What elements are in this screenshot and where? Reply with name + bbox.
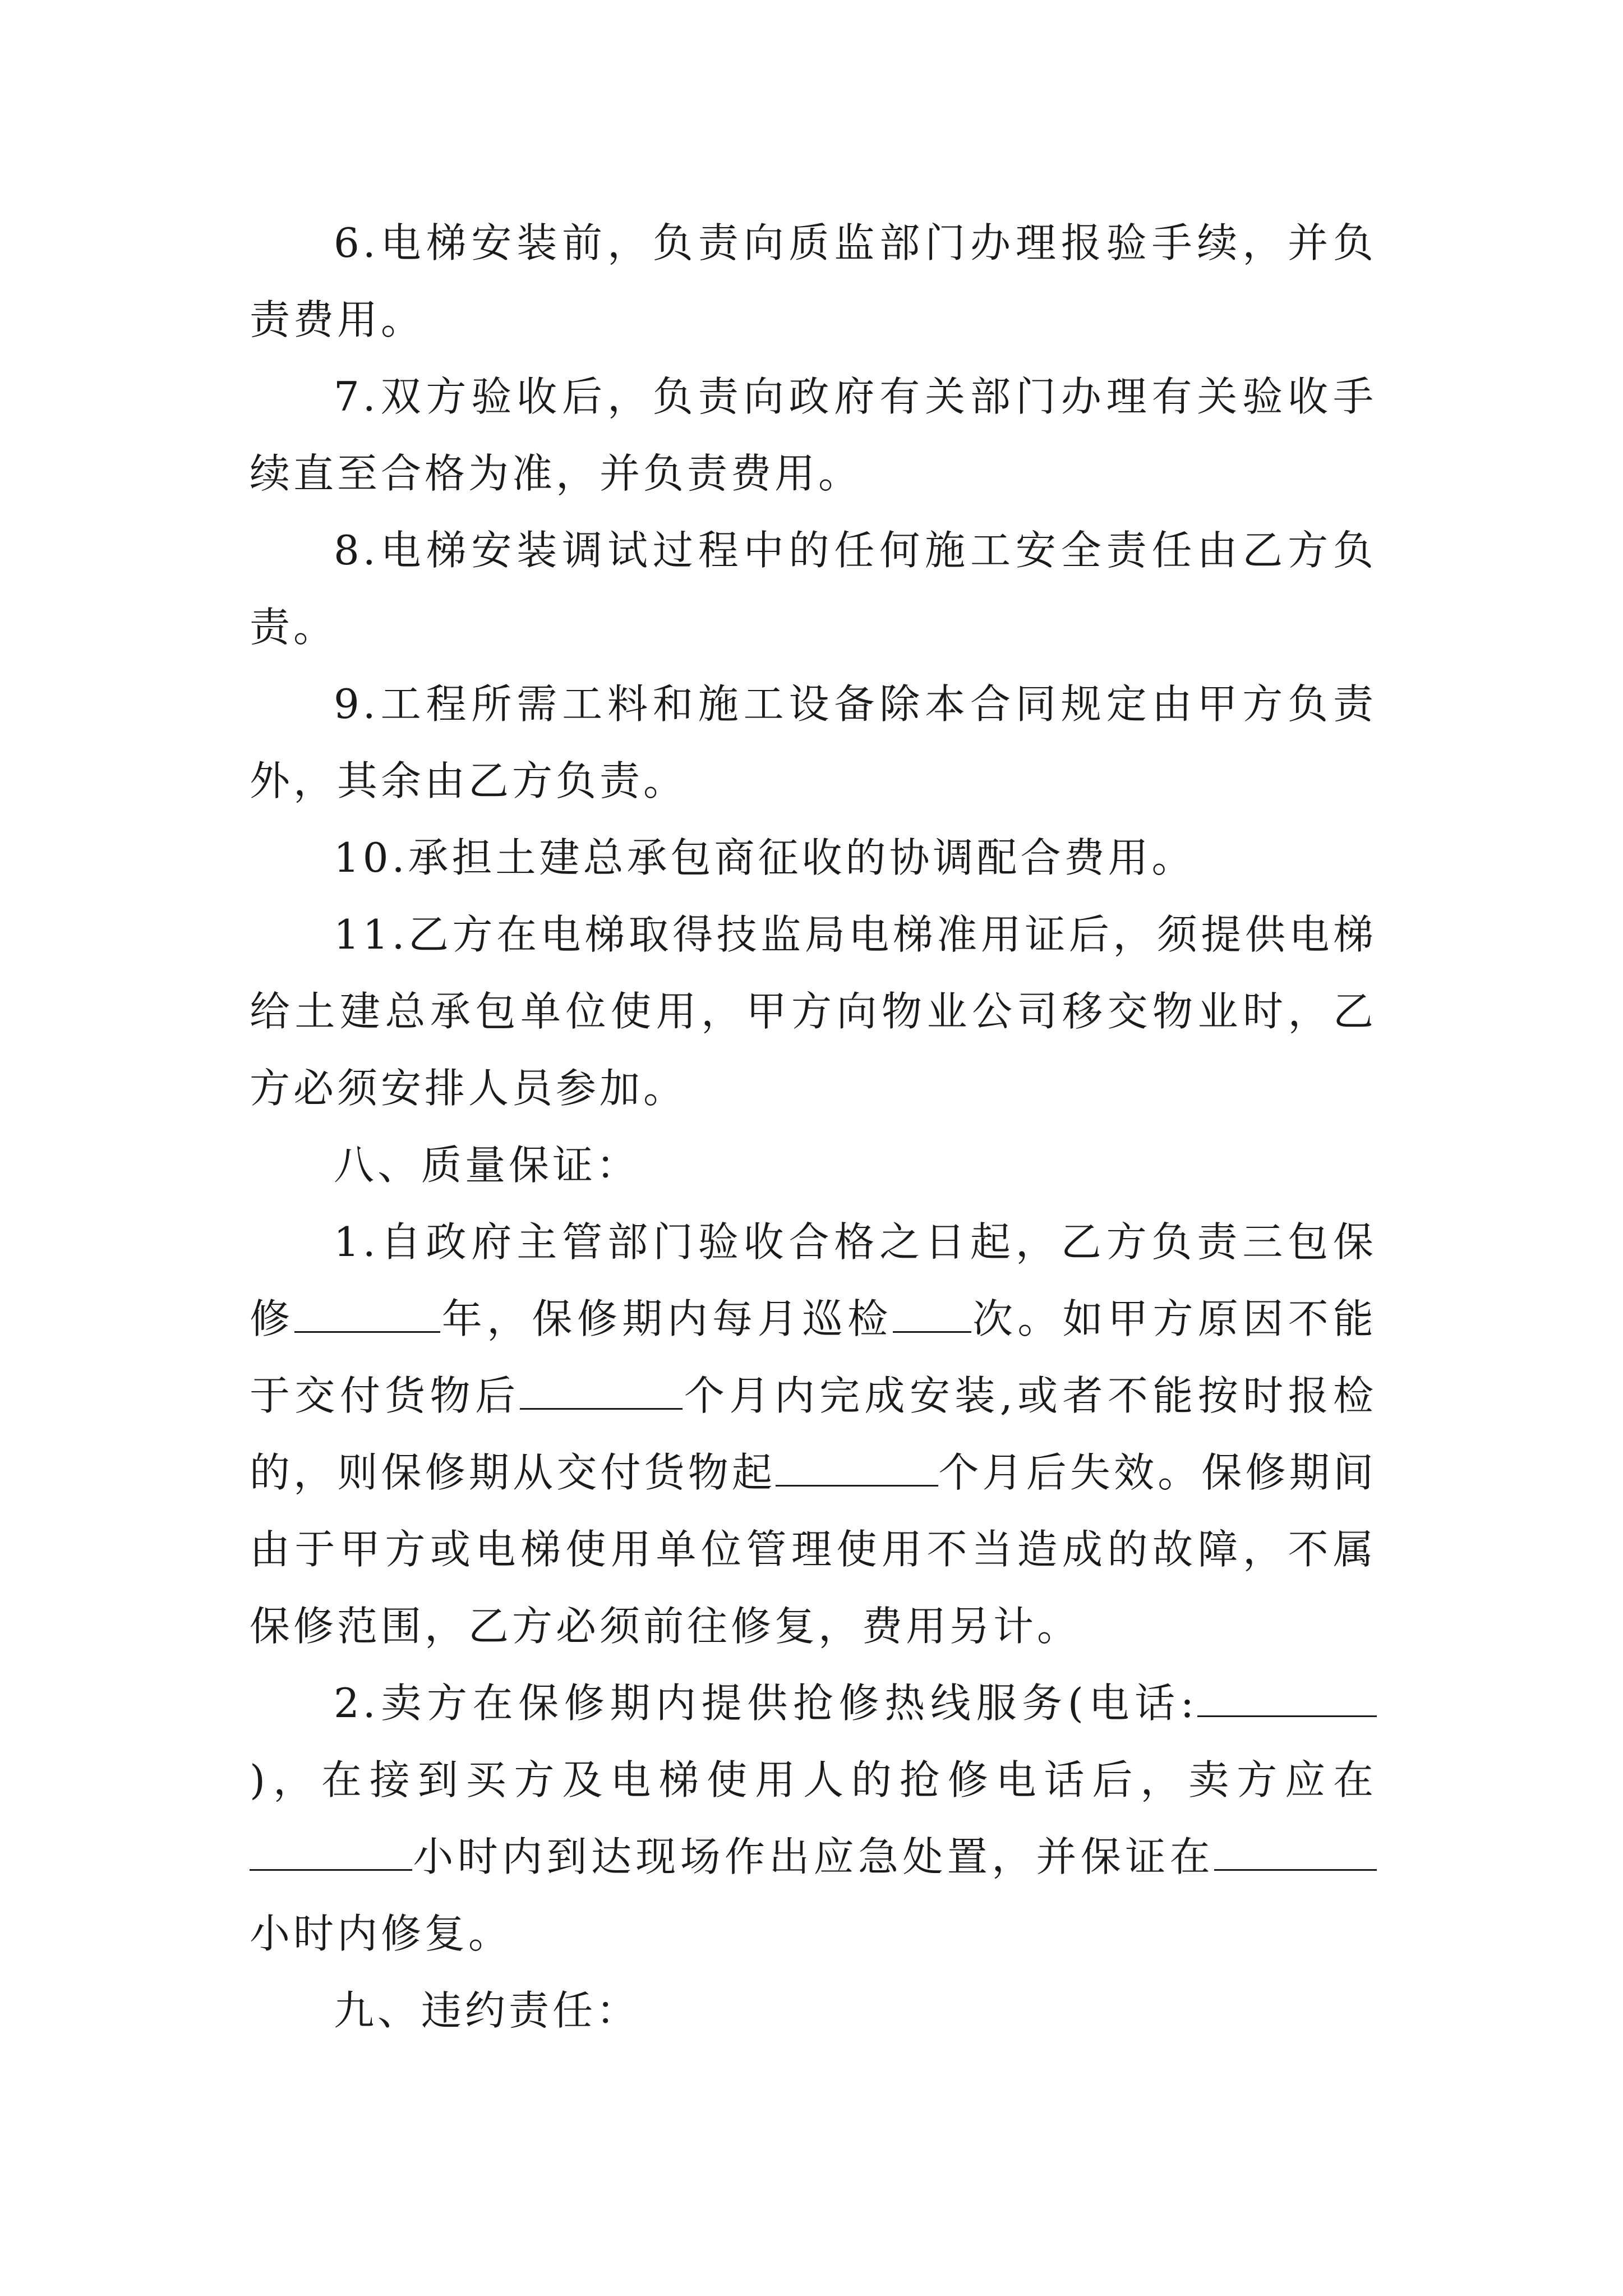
paragraph-item-6: 6.电梯安装前，负责向质监部门办理报验手续，并负责费用。	[250, 219, 1377, 343]
document-body	[250, 205, 1377, 2049]
blank-line	[294, 1297, 440, 1333]
section-heading-quality: 八、质量保证：	[334, 1142, 640, 1189]
clause-text: 年，保修期内每月巡检	[440, 1295, 893, 1342]
blank-line	[893, 1297, 971, 1333]
blank-line	[1214, 1835, 1377, 1871]
clause-text: 2.卖方在保修期内提供抢修热线服务(电话:	[334, 1680, 1197, 1727]
blank-line	[1197, 1682, 1377, 1717]
paragraph-item-7: 7.双方验收后，负责向政府有关部门办理有关验收手续直至合格为准，并负责费用。	[250, 373, 1377, 497]
blank-line	[250, 1835, 412, 1871]
paragraph-item-8: 8.电梯安装调试过程中的任何施工安全责任由乙方负责。	[250, 527, 1377, 651]
quality-clause-2	[250, 1665, 1377, 1972]
paragraph-item-10: 10.承担土建总承包商征收的协调配合费用。	[334, 834, 1196, 881]
blank-line	[520, 1374, 683, 1410]
clause-text: 个月内完成安装,或者不能按时报检的，则保修期从交付货物起	[250, 1372, 1377, 1496]
section-heading-liability: 九、违约责任：	[334, 1987, 640, 2034]
paragraph-item-9: 9.工程所需工料和施工设备除本合同规定由甲方负责外，其余由乙方负责。	[250, 680, 1377, 804]
paragraph-item-11: 11.乙方在电梯取得技监局电梯准用证后，须提供电梯给土建总承包单位使用，甲方向物业公司移交物业时，乙方必须安排人员参加。	[250, 911, 1377, 1112]
blank-line	[776, 1451, 938, 1487]
clause-text: 1.自政府主管部门验收合格之日起，乙方负责三包保修	[250, 1218, 1377, 1342]
clause-text: 次。如甲方原因不能于交付货物后	[250, 1295, 1377, 1419]
clause-text: 小时内修复。	[250, 1910, 513, 1957]
clause-text: 个月后失效。保修期间由于甲方或电梯使用单位管理使用不当造成的故障，不属保修范围，乙方必须前往修复，费用另计。	[250, 1449, 1377, 1650]
clause-text: )，在接到买方及电梯使用人的抢修电话后，卖方应在	[250, 1756, 1377, 1803]
clause-text: 小时内到达现场作出应急处置，并保证在	[412, 1833, 1214, 1880]
quality-clause-1	[250, 1204, 1377, 1665]
